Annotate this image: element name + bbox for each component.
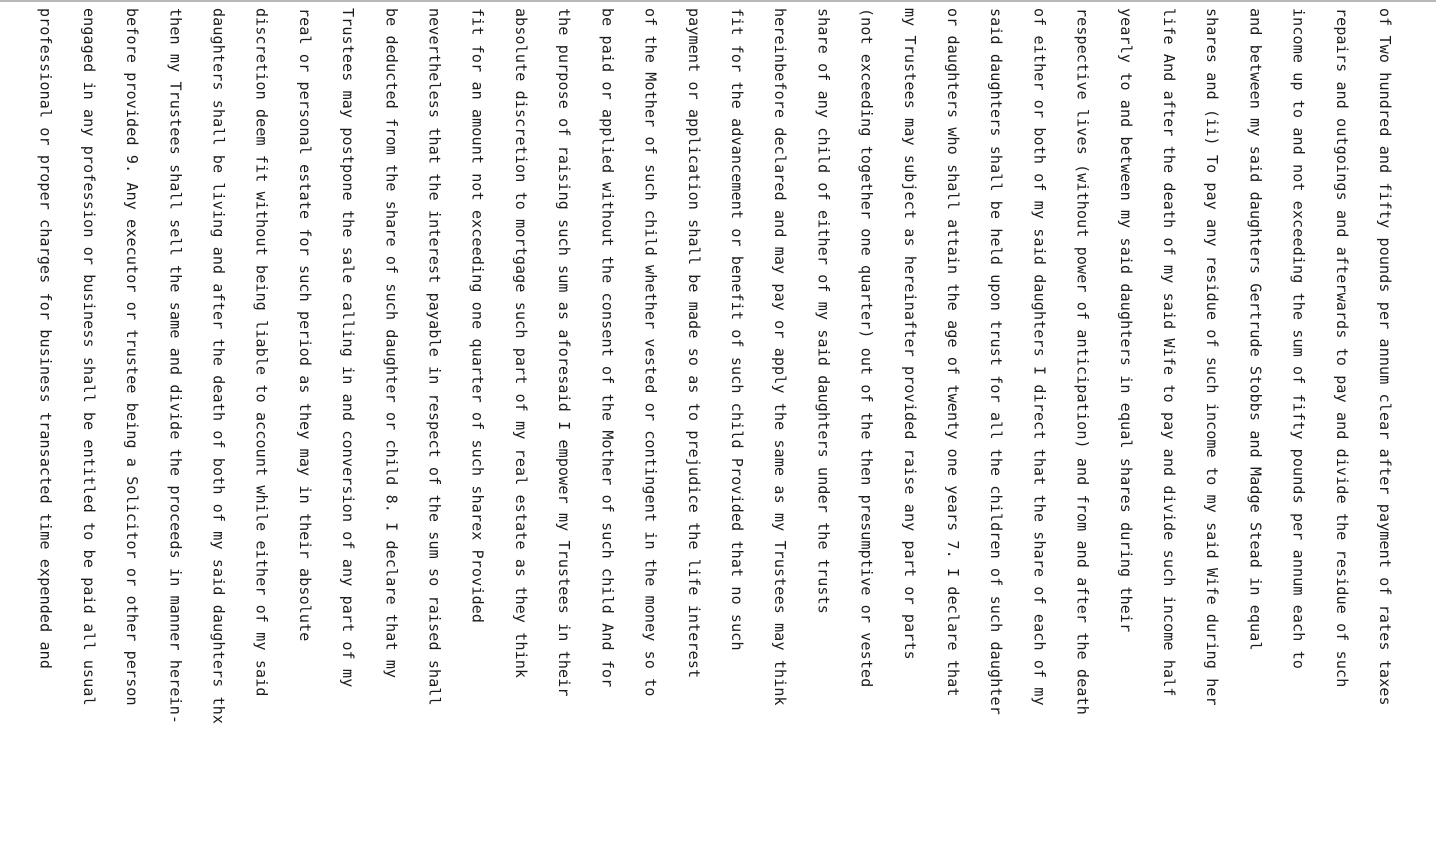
text-line: share of any child of either of my said daughters under the trusts xyxy=(814,8,833,614)
scan-edge-top xyxy=(0,0,1436,2)
text-line: of Two hundred and fifty pounds per annum clear after payment of rates taxes xyxy=(1376,8,1394,706)
text-line: fit for the advancement or benefit of such child Provided that no such xyxy=(727,8,746,651)
text-line: life And after the death of my said Wife to pay and divide such income half xyxy=(1159,8,1178,697)
text-line: hereinbefore declared and may pay or apply the same as my Trustees may think xyxy=(771,8,790,706)
text-line: (not exceeding together one quarter) out of the then presumptive or vested xyxy=(857,8,876,688)
text-line: yearly to and between my said daughters in equal shares during their xyxy=(1116,8,1135,633)
text-line: discretion deem fit without being liable to account while either of my said xyxy=(252,8,271,697)
text-line: of the Mother of such child whether vested or contingent in the money so to xyxy=(641,8,660,697)
text-line: engaged in any profession or business shall be entitled to be paid all usual xyxy=(79,8,98,706)
text-line: be paid or applied without the consent of the Mother of such child And for xyxy=(598,8,617,688)
text-line: daughters shall be living and after the death of both of my said daughters thx xyxy=(209,8,228,725)
text-line: repairs and outgoings and afterwards to pay and divide the residue of such xyxy=(1332,8,1351,688)
will-document-text xyxy=(24,8,1407,860)
text-line: before provided 9. Any executor or trustee being a Solicitor or other person xyxy=(123,8,142,706)
text-line: Trustees may postpone the sale calling in and conversion of any part of my xyxy=(339,8,358,688)
text-line: professional or proper charges for business transacted time expended and xyxy=(36,8,55,670)
text-line: shares and (ii) To pay any residue of such income to my said Wife during her xyxy=(1203,8,1222,706)
text-line: the purpose of raising such sum as aforesaid I empower my Trustees in their xyxy=(555,8,574,697)
text-line: payment or application shall be made so as to prejudice the life interest xyxy=(684,8,703,679)
text-line: income up to and not exceeding the sum of fifty pounds per annum each to xyxy=(1289,8,1308,670)
text-line: and between my said daughters Gertrude Stobbs and Madge Stead in equal xyxy=(1246,8,1265,651)
text-line: absolute discretion to mortgage such part of my real estate as they think xyxy=(511,8,530,679)
text-line: real or personal estate for such period as they may in their absolute xyxy=(295,8,314,642)
text-line: of either or both of my said daughters I direct that the share of each of my xyxy=(1030,8,1049,706)
text-line: be deducted from the share of such daughter or child 8. I declare that my xyxy=(382,8,401,679)
text-line: my Trustees may subject as hereinafter provided raise any part or parts xyxy=(900,8,919,660)
text-line: then my Trustees shall sell the same and divide the proceeds in manner herein- xyxy=(166,8,185,725)
text-line: nevertheless that the interest payable in respect of the sum so raised shall xyxy=(425,8,444,706)
text-line: respective lives (without power of anticipation) and from and after the death xyxy=(1073,8,1092,715)
text-line: or daughters who shall attain the age of twenty one years 7. I declare that xyxy=(943,8,962,697)
text-line: fit for an amount not exceeding one quarter of such sharex Provided xyxy=(468,8,487,624)
text-line: said daughters shall be held upon trust for all the children of such daughter xyxy=(987,8,1006,715)
